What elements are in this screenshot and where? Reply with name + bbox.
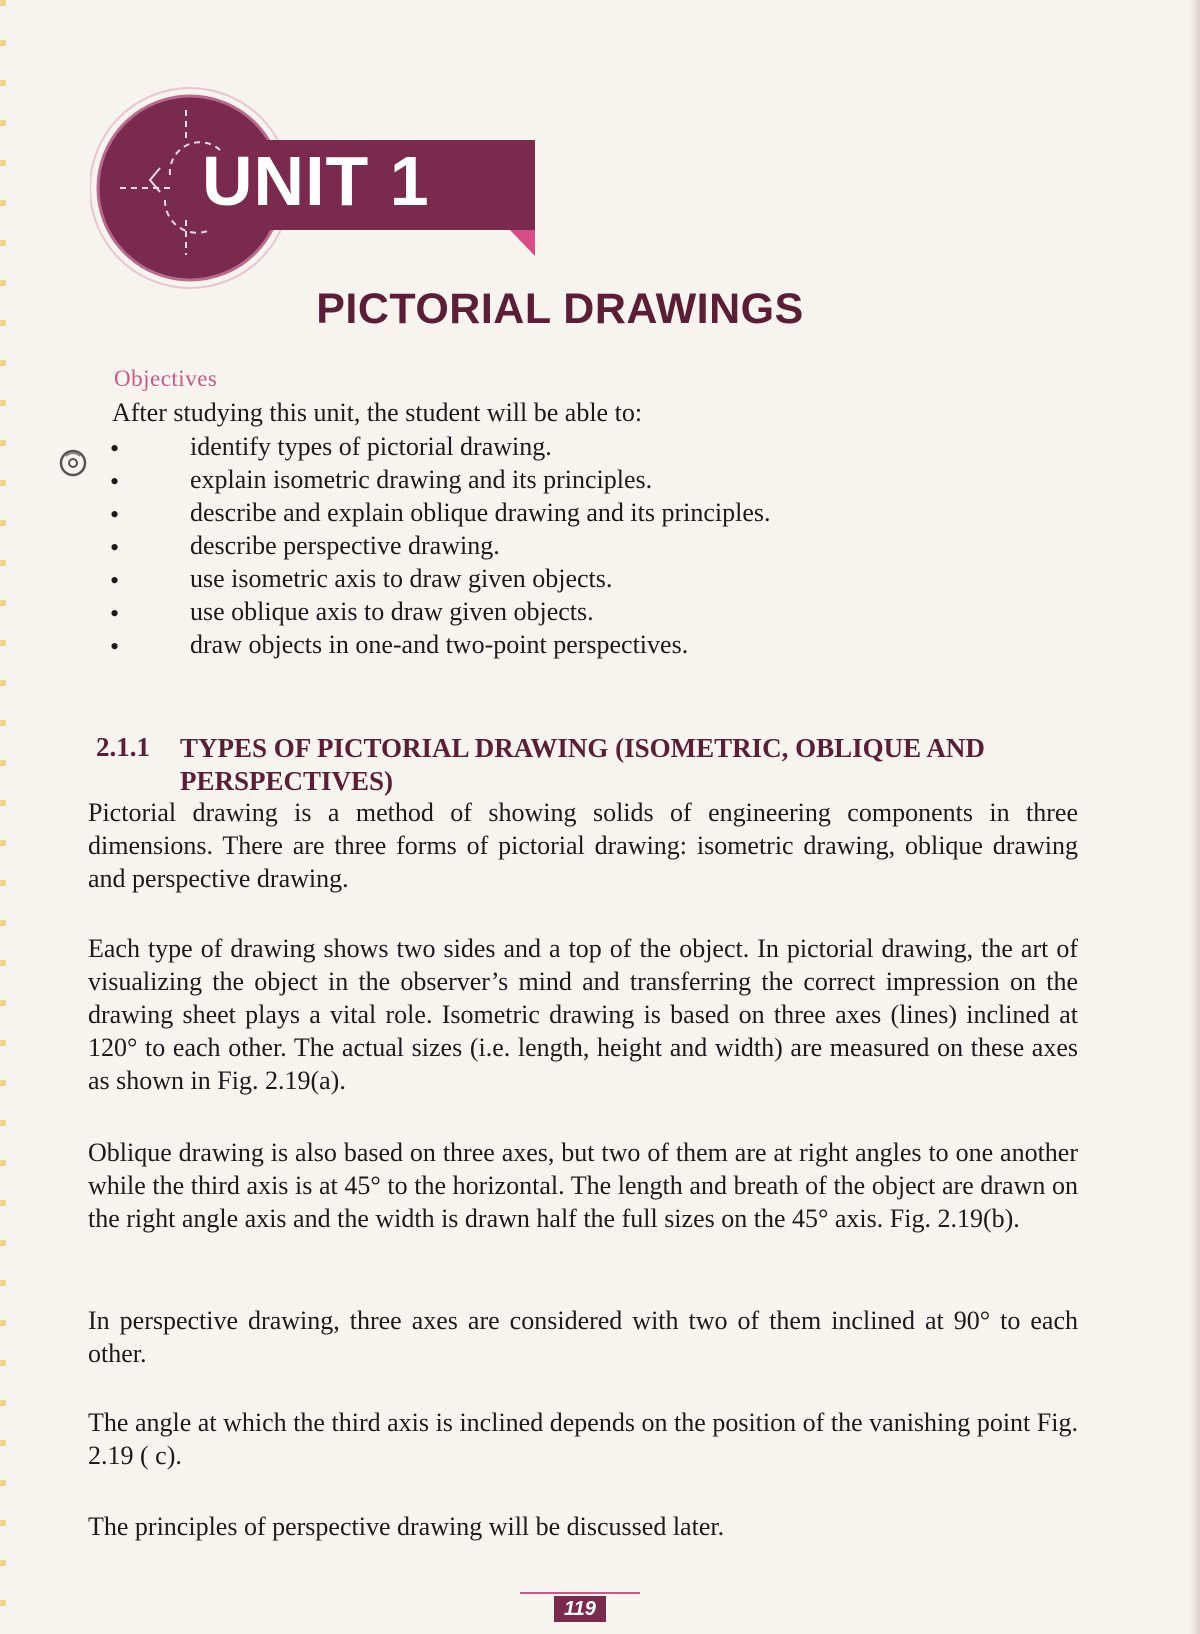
paragraph: Pictorial drawing is a method of showing solids of engineering components in three dimensions. There are three forms of pictorial drawing: isometric drawing, oblique drawing and perspective drawing. xyxy=(88,798,1078,893)
bullet: • xyxy=(110,533,120,562)
bullet: • xyxy=(110,500,120,529)
section-title: TYPES OF PICTORIAL DRAWING (ISOMETRIC, OBLIQUE AND PERSPECTIVES) xyxy=(180,733,985,796)
paragraph: Oblique drawing is also based on three axes, but two of them are at right angles to one another while the third axis is at 45° to the horizontal. The length and breath of the object are drawn on the right angle axis and the width is drawn half the full sizes on the 45° axis. Fig. 2.19(b). xyxy=(88,1138,1078,1233)
objective-text: describe and explain oblique drawing and its principles. xyxy=(190,498,771,527)
paragraph: The angle at which the third axis is inclined depends on the position of the vanishing point Fig. 2.19 ( c). xyxy=(88,1408,1078,1470)
page-number: 119 xyxy=(554,1596,606,1622)
page-right-edge xyxy=(1190,0,1200,1634)
bullet: • xyxy=(110,467,120,496)
bullet: • xyxy=(110,434,120,463)
page-title: PICTORIAL DRAWINGS xyxy=(316,285,804,333)
paragraph: Each type of drawing shows two sides and a top of the object. In pictorial drawing, the art of visualizing the object in the observer’s mind and transferring the correct impression on the drawing sheet plays a vital role. Isometric drawing is based on three axes (lines) inclined at 120° to each other. The actual sizes (i.e. length, height and width) are measured on these axes as shown in Fig. 2.19(a). xyxy=(88,934,1078,1095)
objective-text: explain isometric drawing and its principles. xyxy=(190,465,653,494)
bullet: • xyxy=(110,566,120,595)
bullet: • xyxy=(110,632,120,661)
objective-text: use oblique axis to draw given objects. xyxy=(190,597,594,626)
objective-text: use isometric axis to draw given objects. xyxy=(190,564,613,593)
objectives-intro: After studying this unit, the student will be able to: xyxy=(112,398,643,427)
objectives-heading: Objectives xyxy=(114,366,218,391)
unit-badge xyxy=(90,80,570,300)
objective-text: describe perspective drawing. xyxy=(190,531,500,560)
objective-text: identify types of pictorial drawing. xyxy=(190,432,552,461)
page-footer xyxy=(520,1588,640,1628)
footer-rule xyxy=(520,1592,640,1594)
bullet: • xyxy=(110,599,120,628)
unit-label: UNIT 1 xyxy=(202,142,430,220)
page-binding-edge xyxy=(0,0,6,1634)
paragraph: In perspective drawing, three axes are considered with two of them inclined at 90° to each other. xyxy=(88,1306,1078,1368)
disc-icon xyxy=(58,448,88,478)
paragraph: The principles of perspective drawing will be discussed later. xyxy=(88,1512,725,1541)
section-number: 2.1.1 xyxy=(96,732,150,762)
objective-text: draw objects in one-and two-point perspectives. xyxy=(190,630,689,659)
